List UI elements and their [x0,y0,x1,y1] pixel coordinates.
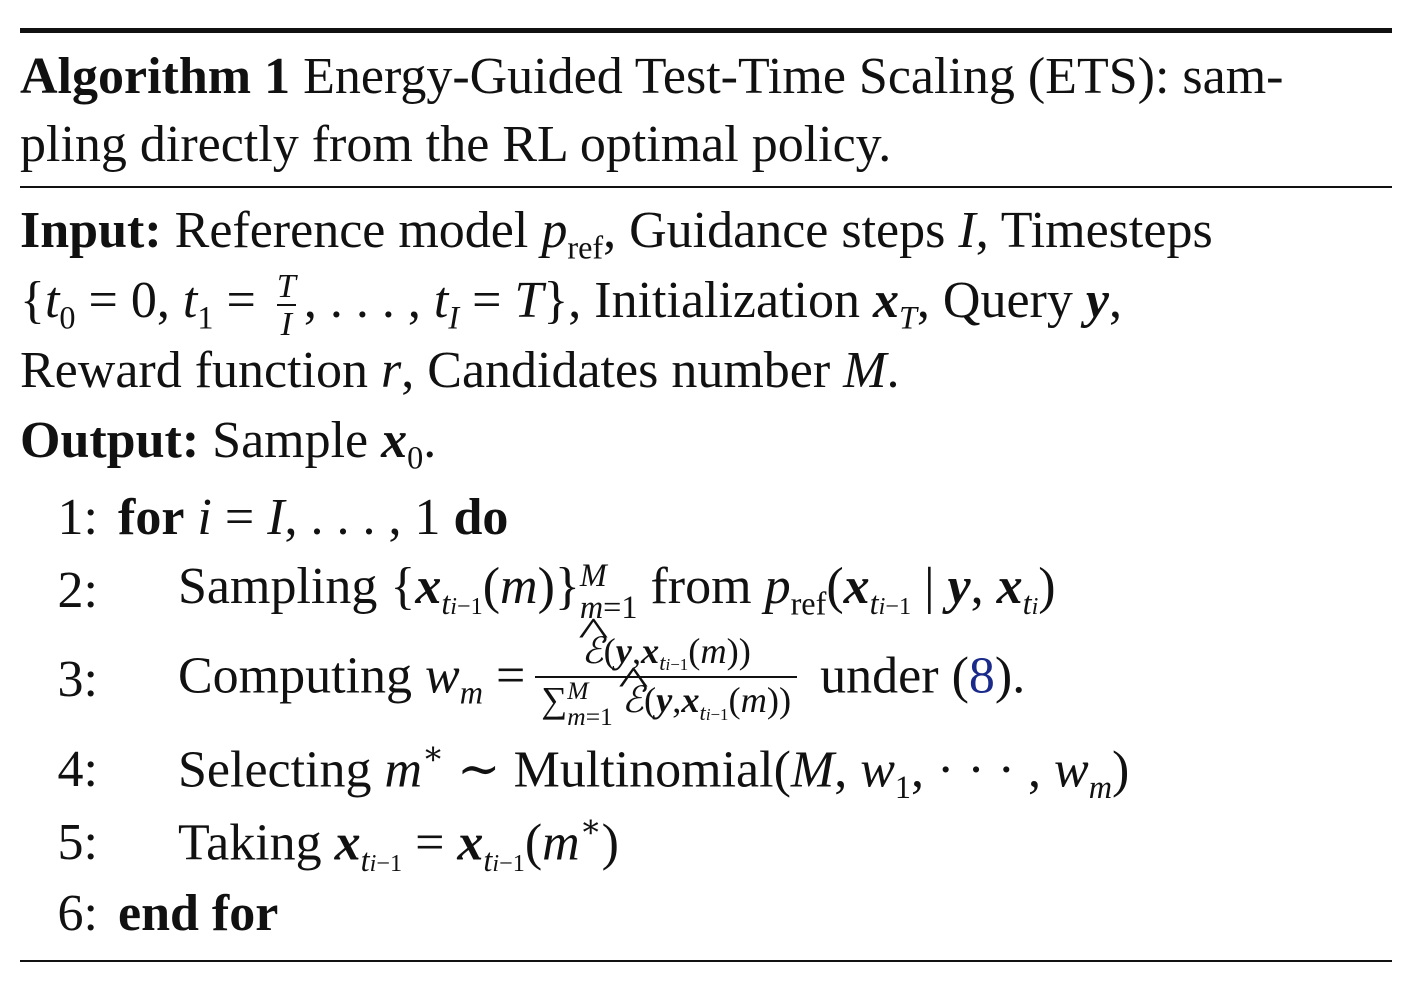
algorithm-block [20,28,1392,950]
algorithm-steps [20,482,1392,950]
multinomial-text: Multinomial [513,741,774,799]
input-line-2: {$t_0 = 0$, $t_1$ = $\frac{T}{I}$ , . . . , $t_I = T$}, Initialization $x_T$, Query y, [20,267,1122,344]
line-number: 1: [57,489,98,546]
line-number: 6: [57,885,98,942]
step-1: 1: for i = I, . . . , 1 do [20,482,1392,554]
ref-subscript: ref [567,229,604,266]
output-label: Output: [20,412,200,469]
end-for-keyword: end for [118,885,279,942]
input-text-guidance: , Guidance steps [603,202,946,259]
after-ref-text: ). [994,646,1026,704]
step-3: 3: Computing $w_m$ = ^ $ℰ(y,x_{ti-1}(m))$ ∑ M m=1 ^ $ℰ(y,x_{ti-1}(m))$ under (8). [20,628,1392,732]
algorithm-caption [20,33,1392,186]
line-number: 2: [57,562,98,619]
from-word: from [650,557,752,615]
step-5: 5: Taking $x_{ti-1} = x_{ti-1}(m^∗)$ [20,808,1392,878]
output-text: Sample [212,412,369,469]
ref-subscript: ref [790,585,827,622]
t-over-i-fraction: $\frac{T}{I}$ [276,267,296,344]
step-2: 2: Sampling $\{x_{ti-1}(m)\}$ M m=1 from $p_{ref}(x_{ti-1}$ | y, $x_{ti}$) [20,554,1392,628]
equation-ref-link[interactable]: 8 [968,646,995,704]
input-text-timesteps: , Timesteps [975,202,1213,259]
weight-fraction: ^ $ℰ(y,x_{ti-1}(m))$ ∑ M m=1 ^ $ℰ(y,x_{ti-1}(m))$ [535,631,797,730]
line-number: 4: [57,741,98,798]
input-text-reward: Reward function [20,342,369,399]
bottom-rule [20,960,1392,962]
step-6 [20,878,1392,950]
for-keyword: for [118,489,185,546]
line-number: 5: [57,814,98,871]
algorithm-label: Algorithm 1 [20,48,291,105]
output-line: Output: Sample $x_0$. [20,412,437,476]
step-2-text: Sampling [178,557,378,615]
caption-line-2: pling directly from the RL optimal policy. [20,116,892,173]
input-line-1: Input: Reference model $p_{ref}$, Guidance steps I, Timesteps [20,202,1213,266]
line-number: 3: [57,651,98,708]
input-text-init: , Initialization [568,272,860,329]
io-section [20,188,1392,476]
under-text: under ( [820,646,969,704]
caption-text-1: Energy-Guided Test-Time Scaling (ETS): sam- [303,48,1284,105]
step-4: 4: Selecting m∗ ∼ Multinomial(M, $w_1$, · · · , $w_m$) [20,732,1392,808]
caption-line-1 [20,43,1392,111]
step-5-text: Taking [178,814,322,872]
input-text-candidates: , Candidates number [401,342,831,399]
input-line-3: Reward function r, Candidates number M. [20,342,900,399]
do-keyword: do [453,489,509,546]
input-text-query: , Query [916,272,1073,329]
input-label: Input: [20,202,162,259]
step-4-text: Selecting [178,741,372,799]
input-text-ref-model: Reference model [174,202,529,259]
step-3-text: Computing [178,646,413,704]
